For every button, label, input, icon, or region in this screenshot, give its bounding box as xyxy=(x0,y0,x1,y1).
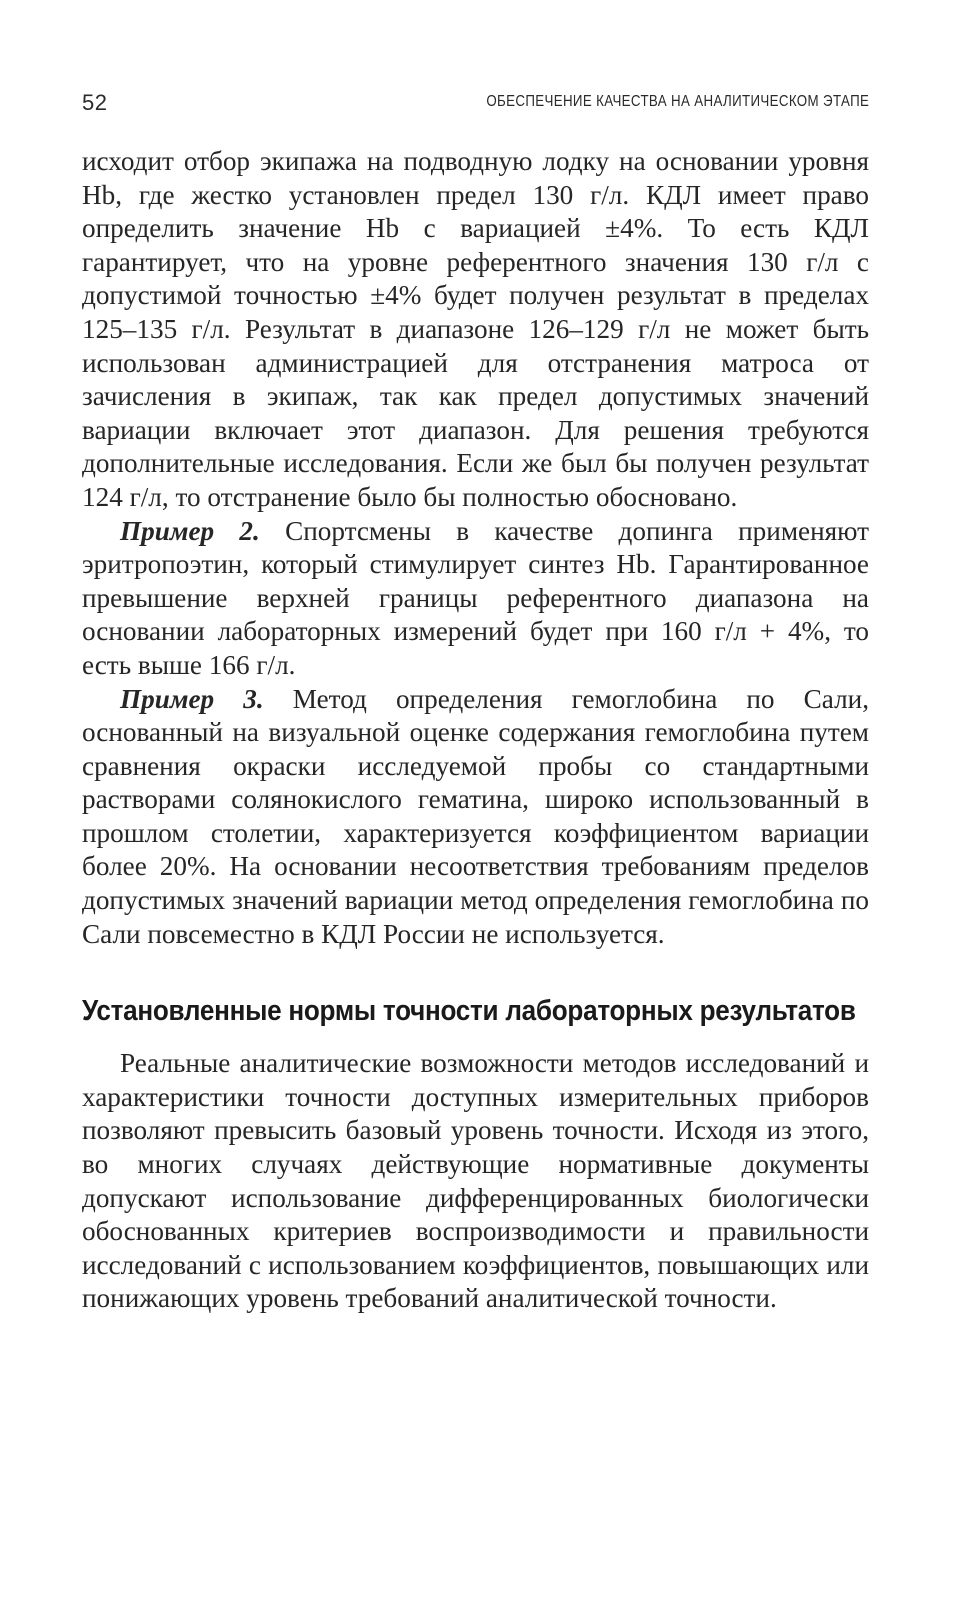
example-3-paragraph xyxy=(82,683,869,952)
section-heading: Установленные нормы точности лабораторных результатов xyxy=(82,995,856,1028)
example-2-text: Спортсмены в качестве допинга применяют эритропоэтин, который стимулирует синтез Hb. Гарантированное превышение верхней границы референтного диапазона на основании лабораторных измерений будет при 160 г/л + 4%, то есть выше 166 г/л. xyxy=(82,515,869,680)
running-title: ОБЕСПЕЧЕНИЕ КАЧЕСТВА НА АНАЛИТИЧЕСКОМ ЭТАПЕ xyxy=(486,93,869,110)
page-number: 52 xyxy=(82,90,108,115)
example-3-label: Пример 3. xyxy=(120,683,264,714)
page-body xyxy=(82,145,869,1316)
example-3-text: Метод определения гемоглобина по Сали, основанный на визуальной оценке содержания гемоглобина путем сравнения окраски исследуемой пробы со стандартными растворами солянокислого гематина, широко использованный в прошлом столетии, характеризуется коэффициентом вариации более 20%. На основании несоответствия требованиям пределов допустимых значений вариации метод определения гемоглобина по Сали повсеместно в КДЛ России не используется. xyxy=(82,683,870,949)
section-paragraph: Реальные аналитические возможности методов исследований и характеристики точности доступных измерительных приборов позволяют превысить базовый уровень точности. Исходя из этого, во многих случаях действующие нормативные документы допускают использование дифференцированных биологически обоснованных критериев воспроизводимости и правильности исследований с использованием коэффициентов, повышающих или понижающих уровень требований аналитической точности. xyxy=(82,1048,869,1314)
paragraph-continuation: исходит отбор экипажа на подводную лодку на основании уровня Hb, где жестко установлен предел 130 г/л. КДЛ имеет право определить значение Hb с вариацией ±4%. То есть КДЛ гарантирует, что на уровне референтного значения 130 г/л с допустимой точностью ±4% будет получен результат в пределах 125–135 г/л. Результат в диапазоне 126–129 г/л не может быть использован администрацией для отстранения матроса от зачисления в экипаж, так как предел допустимых значений вариации включает этот диапазон. Для решения требуются дополнительные исследования. Если же был бы получен результат 124 г/л, то отстранение было бы полностью обосновано. xyxy=(82,146,869,512)
running-head xyxy=(82,90,869,120)
example-2-paragraph xyxy=(82,515,869,683)
example-2-label: Пример 2. xyxy=(120,515,260,546)
